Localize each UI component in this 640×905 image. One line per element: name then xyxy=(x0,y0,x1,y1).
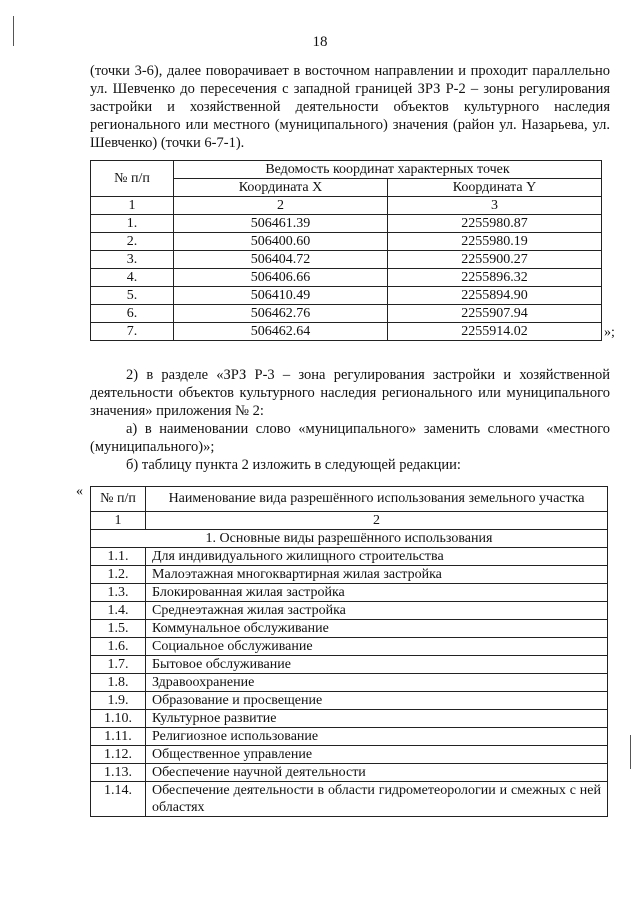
use-name: Культурное развитие xyxy=(146,710,608,728)
use-name: Обеспечение деятельности в области гидрометеорологии и смежных с ней областях xyxy=(146,782,608,817)
use-name: Блокированная жилая застройка xyxy=(146,584,608,602)
table-row xyxy=(91,215,602,233)
coords-col-y-header: Координата Y xyxy=(387,179,601,197)
permitted-uses-table xyxy=(90,486,608,817)
coordinate-y: 2255980.19 xyxy=(387,233,601,251)
table-row: 1.14. Обеспечение деятельности в области гидрометеорологии и смежных с ней областях xyxy=(91,782,608,817)
use-name: Обеспечение научной деятельности xyxy=(146,764,608,782)
use-name: Малоэтажная многоквартирная жилая застройка xyxy=(146,566,608,584)
use-name: Общественное управление xyxy=(146,746,608,764)
paragraph-section-change: 2) в разделе «ЗРЗ Р-3 – зона регулирования застройки и хозяйственной деятельности объектов культурного наследия регионального или муниципального значения» приложения № 2: xyxy=(90,367,610,419)
coordinate-x: 506462.76 xyxy=(174,305,388,323)
coordinate-y: 2255896.32 xyxy=(387,269,601,287)
paragraph-boundary-description: (точки 3-6), далее поворачивает в восточном направлении и проходит параллельно ул. Шевченко до пересечения с западной границей ЗРЗ Р-2 – зоны регулирования застройки и хозяйственной деятельности объектов культурного наследия регионального или местного (муниципального) значения (район ул. Назарьева, ул. Шевченко) (точки 6-7-1). xyxy=(90,63,610,151)
use-name: Коммунальное обслуживание xyxy=(146,620,608,638)
table-row xyxy=(91,251,602,269)
point-number: 2. xyxy=(91,233,174,251)
coordinates-table xyxy=(90,160,602,341)
paragraph-table-intro: б) таблицу пункта 2 изложить в следующей редакции: xyxy=(126,457,461,473)
point-number: 5. xyxy=(91,287,174,305)
table-row xyxy=(91,323,602,341)
opening-quote: « xyxy=(76,484,83,499)
point-number: 1. xyxy=(91,215,174,233)
scan-margin-mark-right xyxy=(630,735,631,769)
use-name: Здравоохранение xyxy=(146,674,608,692)
uses-index-row: 1 2 xyxy=(91,512,608,530)
coords-col-num-header: № п/п xyxy=(91,161,174,197)
closing-quote: »; xyxy=(604,325,615,340)
table-row: 1.6. Социальное обслуживание xyxy=(91,638,608,656)
table-row: 1.11. Религиозное использование xyxy=(91,728,608,746)
coordinate-y: 2255894.90 xyxy=(387,287,601,305)
coords-group-header: Ведомость координат характерных точек xyxy=(174,161,602,179)
coordinate-x: 506462.64 xyxy=(174,323,388,341)
table-row: 1.12. Общественное управление xyxy=(91,746,608,764)
coords-col-x-header: Координата X xyxy=(174,179,388,197)
coordinate-x: 506461.39 xyxy=(174,215,388,233)
coordinate-y: 2255900.27 xyxy=(387,251,601,269)
table-row: 1.1. Для индивидуального жилищного строительства xyxy=(91,548,608,566)
coordinate-y: 2255907.94 xyxy=(387,305,601,323)
uses-section-title: 1. Основные виды разрешённого использования xyxy=(91,530,608,548)
point-number: 3. xyxy=(91,251,174,269)
coordinate-x: 506400.60 xyxy=(174,233,388,251)
uses-col-name-header: Наименование вида разрешённого использования земельного участка xyxy=(146,487,608,512)
coordinate-y: 2255980.87 xyxy=(387,215,601,233)
table-row: 1.8. Здравоохранение xyxy=(91,674,608,692)
coordinate-x: 506404.72 xyxy=(174,251,388,269)
use-name: Для индивидуального жилищного строительства xyxy=(146,548,608,566)
coordinate-y: 2255914.02 xyxy=(387,323,601,341)
point-number: 7. xyxy=(91,323,174,341)
table-row xyxy=(91,305,602,323)
page-number: 18 xyxy=(312,34,328,50)
table-row: 1.9. Образование и просвещение xyxy=(91,692,608,710)
table-row: 1.2. Малоэтажная многоквартирная жилая застройка xyxy=(91,566,608,584)
coordinate-x: 506406.66 xyxy=(174,269,388,287)
use-name: Образование и просвещение xyxy=(146,692,608,710)
use-name: Религиозное использование xyxy=(146,728,608,746)
table-row xyxy=(91,287,602,305)
uses-col-num-header: № п/п xyxy=(91,487,146,512)
paragraph-rename: а) в наименовании слово «муниципального» заменить словами «местного (муниципального)»; xyxy=(90,421,610,455)
point-number: 6. xyxy=(91,305,174,323)
use-name: Социальное обслуживание xyxy=(146,638,608,656)
point-number: 4. xyxy=(91,269,174,287)
coordinate-x: 506410.49 xyxy=(174,287,388,305)
table-row xyxy=(91,269,602,287)
table-row: 1.5. Коммунальное обслуживание xyxy=(91,620,608,638)
table-row: 1.13. Обеспечение научной деятельности xyxy=(91,764,608,782)
table-row: 1.4. Среднеэтажная жилая застройка xyxy=(91,602,608,620)
table-row xyxy=(91,233,602,251)
table-row: 1.10. Культурное развитие xyxy=(91,710,608,728)
table-row: 1.7. Бытовое обслуживание xyxy=(91,656,608,674)
use-name: Бытовое обслуживание xyxy=(146,656,608,674)
coords-index-row: 1 2 3 xyxy=(91,197,602,215)
use-name: Среднеэтажная жилая застройка xyxy=(146,602,608,620)
table-row: 1.3. Блокированная жилая застройка xyxy=(91,584,608,602)
